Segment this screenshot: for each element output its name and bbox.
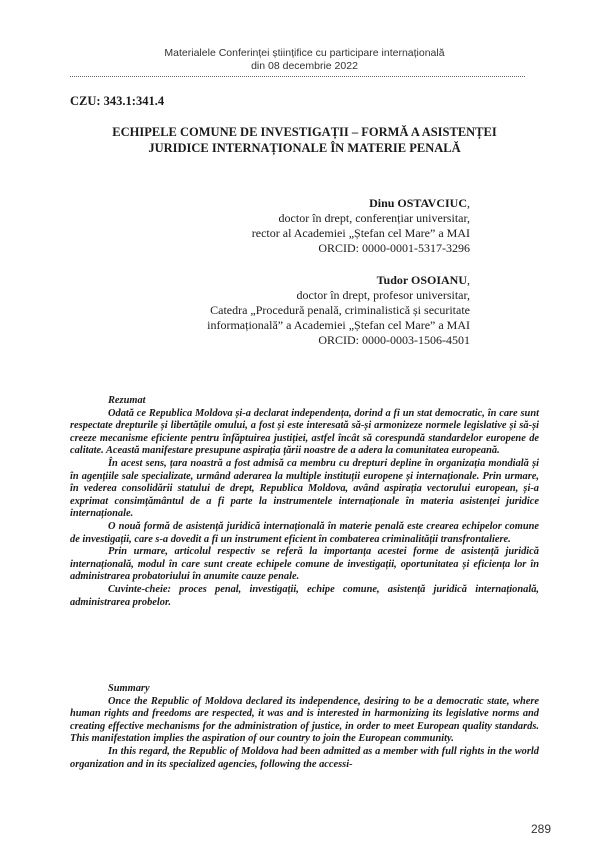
summary-paragraph: Once the Republic of Moldova declared its independence, desiring to be a democratic state, where human rights and freedoms are respected, it was and is interested in harmonizing its legislative norms and creating effective mechanisms for the administration of justice, in order to meet European quality standards. This manifestation implies the aspiration of our country to join the European community. bbox=[70, 695, 539, 745]
rezumat-section bbox=[70, 395, 539, 609]
rezumat-paragraph: Prin urmare, articolul respectiv se referă la importanța acestei forme de asistență juridică internațională, modul în care sunt create echipele comune de investigații, oportunitatea și eficiența lor în administrarea probatoriului în anumite cauze penale. bbox=[70, 546, 539, 583]
keywords: Cuvinte-cheie: proces penal, investigații, echipe comune, asistență juridică internațională, administrarea probelor. bbox=[70, 583, 539, 608]
rezumat-label: Rezumat bbox=[108, 395, 146, 406]
rezumat-paragraph: În acest sens, țara noastră a fost admisă ca membru cu drepturi depline în organizația mondială și în agențiile sale specializate, urmând aderarea la multiple instituții europene și internaționale. Prin urmare, în vederea consolidării statului de drept, Republica Moldova, având aspirația vectorului european, și-a exprimat consimțământul de a fi parte la instrumentele internaționale în materia asistenței juridice internaționale. bbox=[70, 457, 539, 520]
czu-code: CZU: 343.1:341.4 bbox=[70, 94, 165, 108]
running-header-line2: din 08 decembrie 2022 bbox=[251, 60, 358, 72]
rezumat-paragraph: O nouă formă de asistență juridică internațională în materie penală este crearea echipelor comune de investigații, care s-a dovedit a fi un instrument eficient în combaterea criminalității transfrontaliere. bbox=[70, 520, 539, 545]
article-title-line2: JURIDICE INTERNAȚIONALE ÎN MATERIE PENALĂ bbox=[148, 141, 461, 155]
summary-label: Summary bbox=[108, 683, 150, 694]
author-2-affiliation: doctor în drept, profesor universitar, bbox=[296, 288, 470, 302]
author-1-affiliation: doctor în drept, conferențiar universitar, bbox=[278, 211, 470, 225]
author-1: Dinu OSTAVCIUC, doctor în drept, conferențiar universitar, rector al Academiei „Ștefan cel Mare” a MAI ORCID: 0000-0001-5317-3296 bbox=[70, 196, 470, 256]
author-2: Tudor OSOIANU, doctor în drept, profesor universitar, Catedra „Procedură penală, criminalistică și securitate informațională” a Academiei „Ștefan cel Mare” a MAI ORCID: 0000-0003-1506-4501 bbox=[70, 273, 470, 348]
page-number: 289 bbox=[530, 822, 551, 836]
author-2-name: Tudor OSOIANU bbox=[376, 273, 467, 287]
author-1-affiliation: rector al Academiei „Ștefan cel Mare” a MAI bbox=[251, 226, 470, 240]
author-2-affiliation: informațională” a Academiei „Ștefan cel Mare” a MAI bbox=[207, 318, 470, 332]
author-1-name: Dinu OSTAVCIUC bbox=[369, 196, 467, 210]
summary-section bbox=[70, 683, 539, 771]
author-2-orcid: ORCID: 0000-0003-1506-4501 bbox=[318, 333, 470, 347]
summary-paragraph: In this regard, the Republic of Moldova had been admitted as a member with full rights in the world organization and in its specialized agencies, following the accessi- bbox=[70, 745, 539, 770]
author-1-orcid: ORCID: 0000-0001-5317-3296 bbox=[318, 241, 470, 255]
rezumat-paragraph: Odată ce Republica Moldova și-a declarat independența, dorind a fi un stat democratic, în care sunt respectate drepturile și libertățile omului, a fost și este interesată să-și armonizeze normele legislative și să-și creeze mecanisme eficiente pentru înfăptuirea justiției, astfel încât să corespundă standardelor europene de calitate. Această manifestare presupune aspirația țării noastre de a adera la comunitatea europeană. bbox=[70, 407, 539, 457]
article-title-line1: ECHIPELE COMUNE DE INVESTIGAȚII – FORMĂ A ASISTENȚEI bbox=[112, 125, 497, 139]
header-divider bbox=[70, 76, 525, 77]
running-header-line1: Materialele Conferinței științifice cu participare internațională bbox=[164, 47, 445, 59]
author-2-affiliation: Catedra „Procedură penală, criminalistică și securitate bbox=[210, 303, 470, 317]
